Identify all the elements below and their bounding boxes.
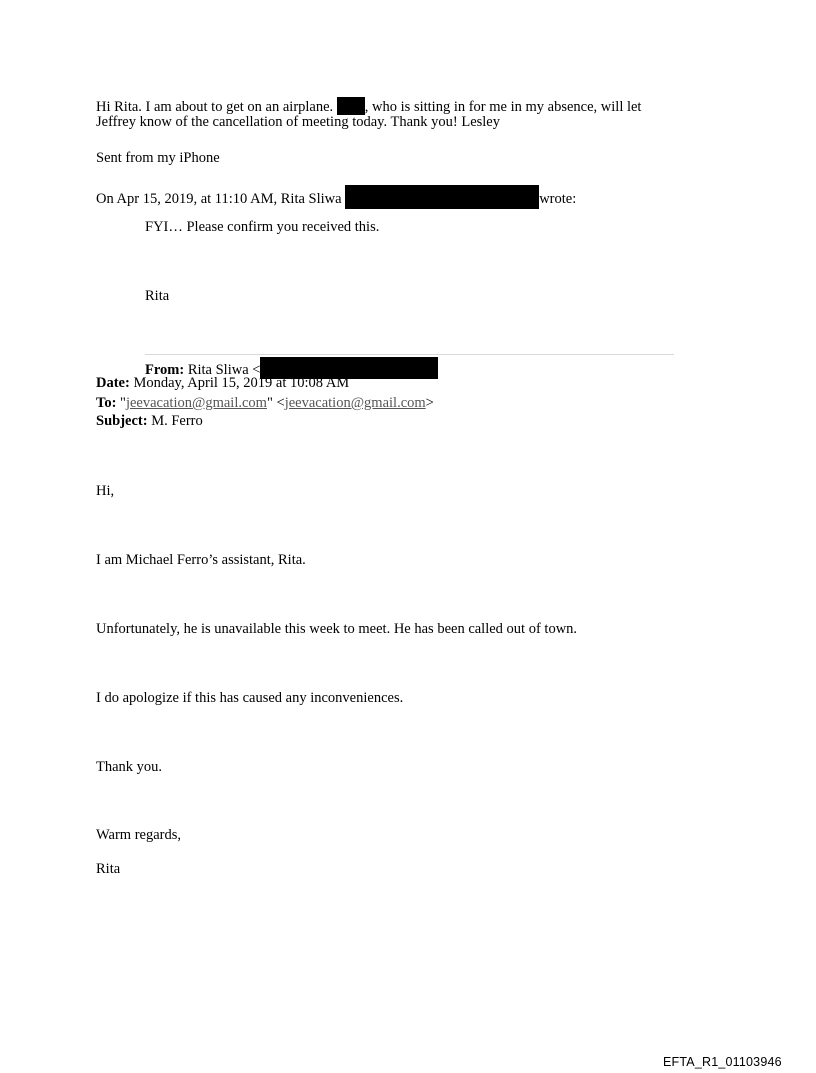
to-separator: " < [266,395,285,411]
subject-value: M. Ferro [147,413,203,429]
mobile-signature: Sent from my iPhone [96,150,220,166]
body-paragraph-2: Unfortunately, he is unavailable this week to meet. He has been called out of town. [96,621,578,637]
to-email-link-2[interactable]: jeevacation@gmail.com [284,395,426,411]
redaction-box [345,185,539,209]
body-paragraph-3: I do apologize if this has caused any inconveniences. [96,690,404,706]
subject-line [96,413,203,430]
reply-line-2: Jeffrey know of the cancellation of meeting today. Thank you! Lesley [96,114,500,130]
body-closing: Warm regards, [96,827,181,843]
body-paragraph-1: I am Michael Ferro’s assistant, Rita. [96,552,306,568]
to-label: To: [96,395,117,411]
header-divider [145,354,674,355]
subject-label: Subject: [96,413,148,429]
from-value: Rita Sliwa < [184,362,261,378]
body-signature: Rita [96,861,121,877]
body-greeting: Hi, [96,483,115,499]
redaction-box [337,97,365,115]
from-label: From: [145,362,185,378]
reply-text-end: , who is sitting in for me in my absence, will let [364,99,642,115]
reply-text-start: Hi Rita. I am about to get on an airplane. [96,99,337,115]
quoted-header-prefix: On Apr 15, 2019, at 11:10 AM, Rita Sliwa [96,191,346,207]
to-close: > [425,395,434,411]
date-label: Date: [96,375,130,391]
quoted-header-suffix: wrote: [539,191,577,207]
date-value: Monday, April 15, 2019 at 10:08 AM [129,375,350,391]
to-email-link-1[interactable]: jeevacation@gmail.com [125,395,267,411]
body-paragraph-4: Thank you. [96,759,163,775]
to-line [96,395,434,412]
forward-note-text: FYI… Please confirm you received this. [145,219,380,235]
quoted-header [96,185,576,209]
to-quote-open: " [116,395,126,411]
date-line [96,375,349,392]
bates-number: EFTA_R1_01103946 [663,1055,782,1069]
forward-note-signature: Rita [145,288,170,304]
